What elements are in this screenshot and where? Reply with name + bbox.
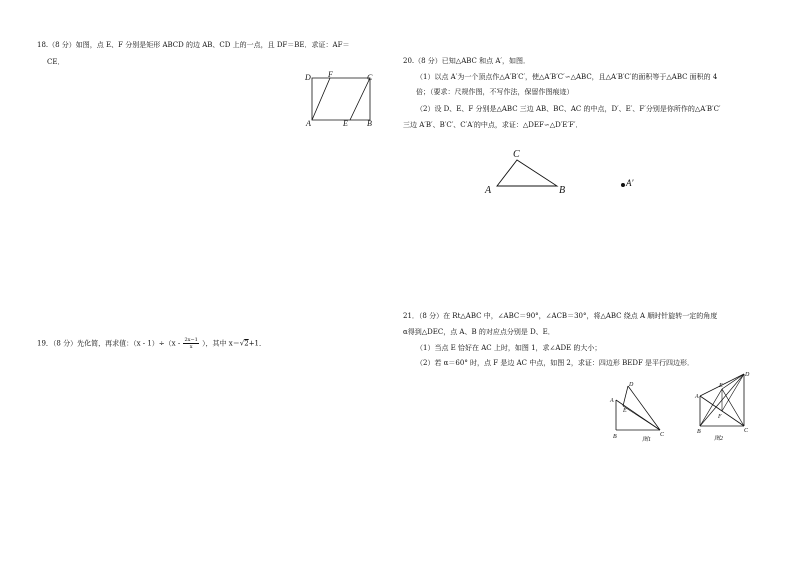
q21-fig2-label-D: D (745, 372, 750, 378)
q19-frac-num: 2x−1 (184, 337, 198, 343)
q21-figure-1 (608, 382, 668, 444)
q21-fig1-label-B: B (613, 434, 617, 440)
q19-expression (37, 337, 266, 350)
q21-fig2-label-C: C (744, 428, 749, 434)
q19-sqrt-arg: 2 (244, 339, 249, 348)
q18-label-C: C (367, 73, 373, 82)
q18-line1: 18.（8 分）如图，点 E、F 分别是矩形 ABCD 的边 AB、CD 上的一点，且 DF＝BE．求证：AF＝ (37, 41, 350, 49)
q18-label-E: E (343, 119, 348, 128)
q21-line1: 21．（8 分）在 Rt△ABC 中，∠ABC＝90°，∠ACB＝30°，将△ABC 绕点 A 顺时针旋转一定的角度 (403, 312, 718, 320)
q20-line4: （2）设 D、E、F 分别是△ABC 三边 AB、BC、AC 的中点，D′、E′、F′分别是你所作的△A′B′C′ (416, 105, 721, 113)
q18-rectangle-figure (300, 70, 380, 130)
q19-suffix-a: ），其中 x＝ (202, 339, 240, 348)
q21-fig2-caption: 图2 (714, 436, 724, 442)
q21-fig2-label-F: F (718, 414, 722, 420)
q21-figure-2 (692, 368, 762, 444)
q21-fig1-caption: 图1 (642, 437, 652, 443)
q18-label-B: B (367, 119, 372, 128)
q20-label-A: A (485, 185, 492, 196)
q20-line3: 倍；（要求：尺规作图，不写作法，保留作图痕迹） (416, 88, 574, 96)
q20-line5: 三边 A′B′、B′C′、C′A′的中点，求证：△DEF∽△D′E′F′． (403, 121, 583, 129)
q20-label-C: C (513, 149, 520, 160)
q21-fig1-label-C: C (660, 432, 665, 438)
q21-fig1-label-A: A (610, 398, 614, 404)
q20-line1: 20.（8 分）已知△ABC 和点 A′，如图． (403, 57, 530, 65)
q21-fig2-label-E: E (719, 383, 723, 389)
q20-triangle-figure (480, 145, 660, 200)
q19-fraction (183, 337, 198, 350)
q18-label-F: F (328, 70, 333, 79)
sqrt-symbol: √ (239, 339, 245, 348)
q19-prefix: 19．（8 分）先化简，再求值：（x - 1）÷（x - (37, 339, 181, 348)
q20-line2: （1）以点 A′为一个顶点作△A′B′C′，使△A′B′C′∽△ABC，且△A′B′C′的面积等于△ABC 面积的 4 (416, 73, 718, 81)
q18-label-D: D (305, 73, 311, 82)
q21-fig1-label-E: E (623, 408, 627, 414)
q21-fig1-label-D: D (629, 382, 634, 388)
q18-line2: CE． (47, 58, 65, 66)
q21-fig2-label-A: A (695, 394, 699, 400)
q21-fig2-label-B: B (697, 429, 701, 435)
q18-label-A: A (306, 119, 311, 128)
q21-line3: （1）当点 E 恰好在 AC 上时，如图 1，求∠ADE 的大小； (416, 344, 602, 352)
q19-suffix-b: +1． (248, 339, 267, 348)
q21-line2: α得到△DEC，点 A、B 的对应点分别是 D、E． (403, 328, 555, 336)
q20-label-B: B (559, 185, 566, 196)
point-a-prime (621, 183, 625, 187)
q21-line4: （2）若 α＝60° 时，点 F 是边 AC 中点，如图 2，求证：四边形 BEDF 是平行四边形． (416, 359, 695, 367)
q19-frac-den: x (189, 344, 193, 350)
q20-label-A-prime: A′ (626, 178, 634, 188)
